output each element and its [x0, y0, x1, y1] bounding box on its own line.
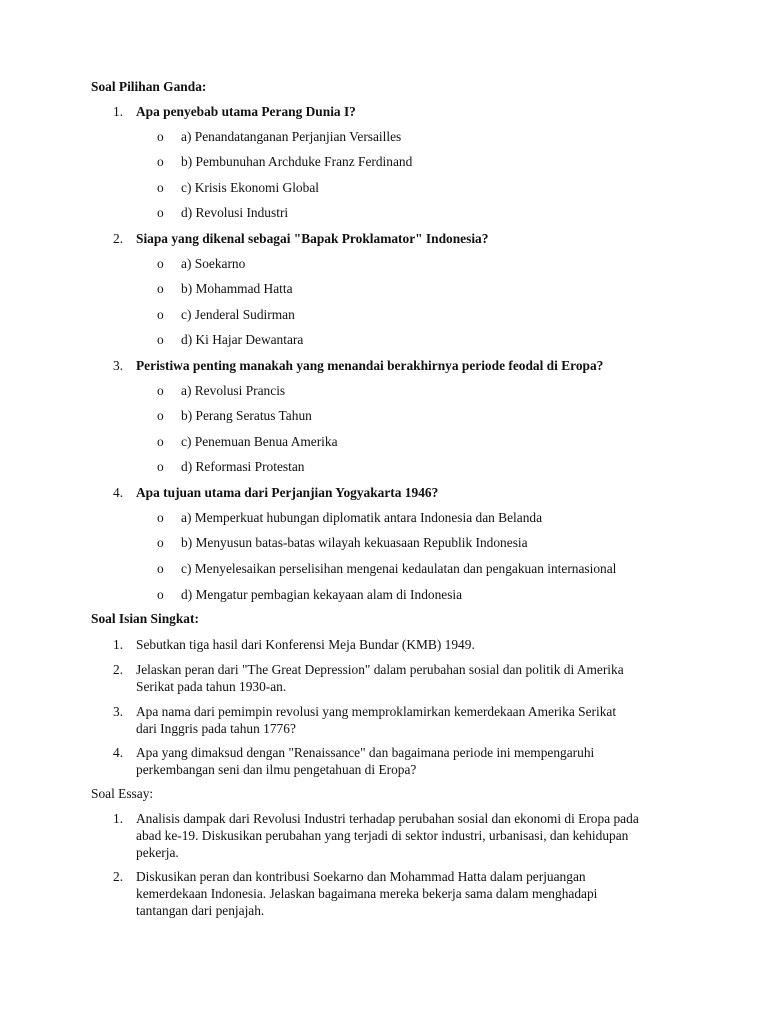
option-text: c) Menyelesaikan perselisihan mengenai kedaulatan dan pengakuan internasional — [181, 561, 617, 576]
bullet-o: o — [157, 180, 164, 195]
option-text: a) Soekarno — [181, 256, 246, 271]
bullet-o: o — [157, 154, 164, 169]
question-number: 1. — [113, 811, 124, 826]
question-text: Apa penyebab utama Perang Dunia I? — [136, 104, 356, 119]
question-text: Analisis dampak dari Revolusi Industri terhadap perubahan sosial dan ekonomi di Eropa pada abad ke-19. Diskusikan perubahan yang terjadi di sektor industri, urbanisasi, dan kehidupan pekerja. — [136, 811, 639, 860]
option-text: b) Pembunuhan Archduke Franz Ferdinand — [181, 154, 413, 169]
option-text: d) Reformasi Protestan — [181, 459, 305, 474]
bullet-o: o — [157, 587, 164, 602]
bullet-o: o — [157, 561, 164, 576]
bullet-o: o — [157, 434, 164, 449]
bullet-o: o — [157, 510, 164, 525]
option-text: a) Penandatanganan Perjanjian Versailles — [181, 129, 402, 144]
question-number: 3. — [113, 358, 124, 373]
bullet-o: o — [157, 205, 164, 220]
question-text: Apa tujuan utama dari Perjanjian Yogyakarta 1946? — [136, 485, 439, 500]
question-number: 4. — [113, 485, 124, 500]
bullet-o: o — [157, 281, 164, 296]
option-text: b) Perang Seratus Tahun — [181, 408, 312, 423]
question-text: Jelaskan peran dari "The Great Depression" dalam perubahan sosial dan politik di Amerika Serikat pada tahun 1930-an. — [136, 662, 624, 694]
bullet-o: o — [157, 535, 164, 550]
question-number: 2. — [113, 231, 124, 246]
question-text: Apa nama dari pemimpin revolusi yang memproklamirkan kemerdekaan Amerika Serikat dari Inggris pada tahun 1776? — [136, 704, 617, 736]
option-text: b) Menyusun batas-batas wilayah kekuasaan Republik Indonesia — [181, 535, 528, 550]
question-text: Apa yang dimaksud dengan "Renaissance" dan bagaimana periode ini mempengaruhi perkembangan seni dan ilmu pengetahuan di Eropa? — [136, 745, 595, 777]
question-text: Peristiwa penting manakah yang menandai berakhirnya periode feodal di Eropa? — [136, 358, 604, 373]
bullet-o: o — [157, 332, 164, 347]
question-number: 1. — [113, 104, 124, 119]
bullet-o: o — [157, 256, 164, 271]
short-answer-heading: Soal Isian Singkat: — [91, 611, 199, 626]
question-text: Siapa yang dikenal sebagai "Bapak Proklamator" Indonesia? — [136, 231, 489, 246]
essay-heading: Soal Essay: — [91, 786, 154, 801]
option-text: c) Penemuan Benua Amerika — [181, 434, 338, 449]
option-text: c) Jenderal Sudirman — [181, 307, 295, 322]
multiple-choice-heading: Soal Pilihan Ganda: — [91, 79, 207, 94]
option-text: d) Ki Hajar Dewantara — [181, 332, 304, 347]
bullet-o: o — [157, 129, 164, 144]
bullet-o: o — [157, 408, 164, 423]
option-text: a) Revolusi Prancis — [181, 383, 286, 398]
option-text: d) Revolusi Industri — [181, 205, 289, 220]
option-text: d) Mengatur pembagian kekayaan alam di Indonesia — [181, 587, 463, 602]
bullet-o: o — [157, 459, 164, 474]
option-text: b) Mohammad Hatta — [181, 281, 293, 296]
question-number: 1. — [113, 637, 124, 652]
option-text: a) Memperkuat hubungan diplomatik antara Indonesia dan Belanda — [181, 510, 543, 525]
option-text: c) Krisis Ekonomi Global — [181, 180, 319, 195]
question-number: 4. — [113, 745, 124, 760]
bullet-o: o — [157, 383, 164, 398]
bullet-o: o — [157, 307, 164, 322]
question-text: Sebutkan tiga hasil dari Konferensi Meja Bundar (KMB) 1949. — [136, 637, 475, 652]
question-number: 2. — [113, 662, 124, 677]
question-number: 2. — [113, 869, 124, 884]
question-text: Diskusikan peran dan kontribusi Soekarno dan Mohammad Hatta dalam perjuangan kemerdekaan Indonesia. Jelaskan bagaimana mereka bekerja sama dalam menghadapi tantangan dari penjajah. — [136, 869, 598, 918]
question-number: 3. — [113, 704, 124, 719]
